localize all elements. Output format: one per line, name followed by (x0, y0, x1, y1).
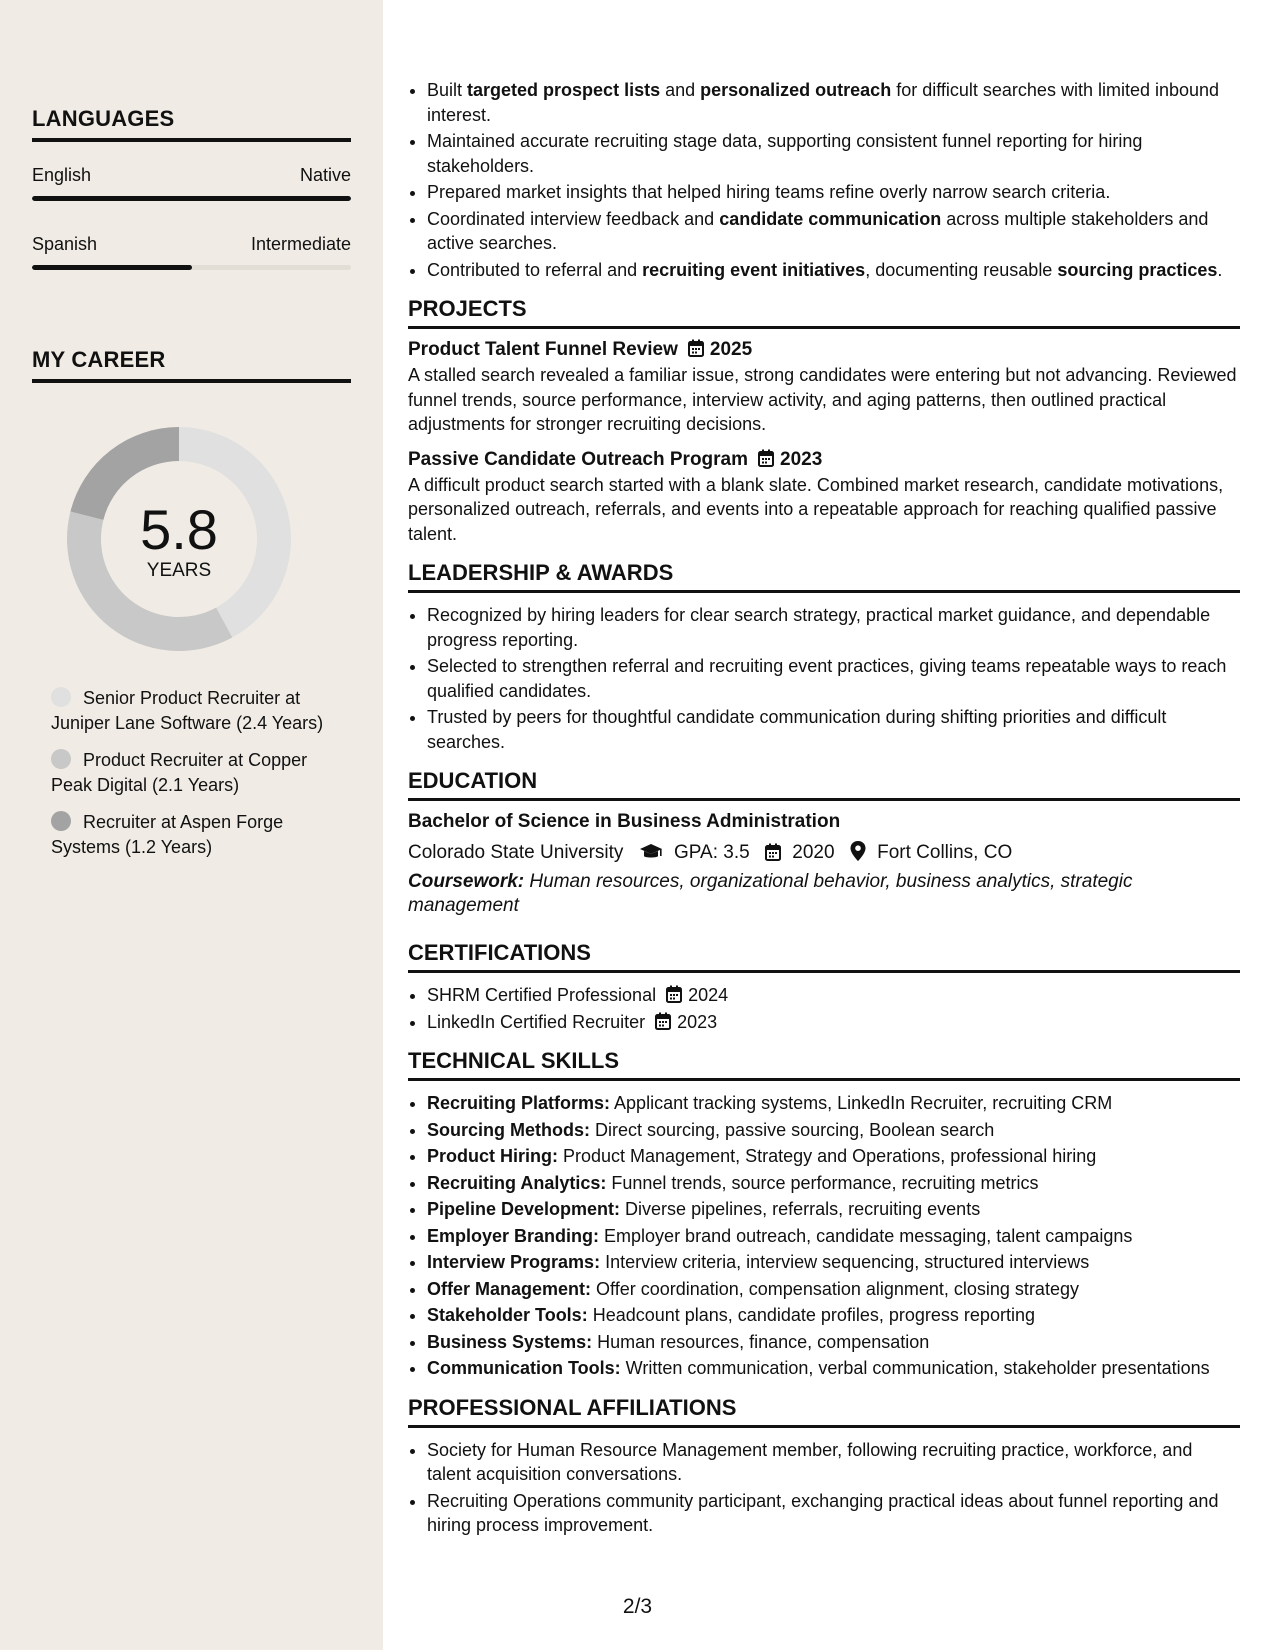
calendar-icon (765, 843, 781, 861)
education-degree: Bachelor of Science in Business Administration (408, 811, 841, 832)
education-year: 2020 (792, 842, 835, 863)
skill-value: Employer brand outreach, candidate messaging, talent campaigns (599, 1225, 1133, 1246)
projects-list (408, 339, 1240, 546)
career-legend-item (51, 810, 331, 860)
experience-bullet (427, 258, 1240, 283)
language-name: Spanish (32, 234, 98, 254)
project-year: 2023 (780, 448, 823, 470)
education-location: Fort Collins, CO (877, 842, 1013, 863)
career-legend-item (51, 748, 331, 798)
affiliations-list (408, 1438, 1240, 1538)
bold-text: sourcing practices (1057, 259, 1218, 280)
career-legend-text: Recruiter at Aspen Forge Systems (1.2 Years) (51, 812, 284, 857)
certification-name: SHRM Certified Professional (427, 985, 657, 1005)
skill-item (427, 1144, 1240, 1169)
certification-year: 2023 (677, 1011, 718, 1032)
skill-item (427, 1303, 1240, 1328)
skill-item (427, 1330, 1240, 1355)
languages-heading: LANGUAGES (32, 106, 351, 142)
project-year: 2025 (709, 339, 753, 360)
career-legend-text: Senior Product Recruiter at Juniper Lane Software (2.4 Years) (51, 688, 324, 733)
education-coursework (408, 870, 1240, 918)
experience-bullet (427, 207, 1240, 256)
education-heading: EDUCATION (408, 768, 1240, 801)
skill-label: Business Systems: (427, 1331, 593, 1352)
language-level: Intermediate (250, 234, 351, 254)
leadership-heading: LEADERSHIP & AWARDS (408, 560, 1240, 593)
skill-value: Product Management, Strategy and Operations, professional hiring (558, 1146, 1097, 1166)
education-school: Colorado State University (408, 842, 624, 863)
language-bar-english (32, 196, 351, 201)
career-total-years: 5.8 (140, 498, 218, 561)
project-title-row (408, 339, 1240, 361)
text: across multiple stakeholders and active searches. (427, 208, 1209, 253)
skill-label: Communication Tools: (427, 1358, 621, 1378)
text: , documenting reusable (865, 259, 1058, 280)
skills-heading: TECHNICAL SKILLS (408, 1048, 1240, 1081)
skill-item (427, 1171, 1240, 1196)
career-heading: MY CAREER (32, 347, 351, 383)
calendar-icon (758, 449, 774, 467)
skill-item (427, 1356, 1240, 1381)
leadership-list (408, 603, 1240, 754)
language-name: English (32, 165, 92, 185)
language-row-english (32, 165, 351, 186)
text: Maintained accurate recruiting stage data, supporting consistent funnel reporting for hiring stakeholders. (427, 131, 1143, 176)
bold-text: candidate communication (719, 208, 942, 229)
skill-item (427, 1250, 1240, 1275)
text: Built (427, 80, 468, 100)
skill-item (427, 1118, 1240, 1143)
leadership-item: • Selected to strengthen referral and recruiting event practices, giving teams repeatable ways to reach qualified candidates. (427, 654, 1240, 703)
coursework-label: Coursework: (408, 871, 525, 892)
skill-value: Funnel trends, source performance, recruiting metrics (606, 1172, 1039, 1193)
project-title: Product Talent Funnel Review (408, 339, 678, 360)
text: for difficult searches with limited inbound interest. (427, 80, 1220, 125)
skill-value: Direct sourcing, passive sourcing, Boolean search (590, 1119, 995, 1140)
affiliation-item: • Society for Human Resource Management member, following recruiting practice, workforce, and talent acquisition conversations. (427, 1438, 1240, 1487)
career-legend-text: Product Recruiter at Copper Peak Digital (2.1 Years) (51, 750, 308, 795)
certification-year: 2024 (688, 985, 729, 1005)
text: . (1217, 259, 1223, 280)
calendar-icon (666, 985, 682, 1003)
skill-label: Employer Branding: (427, 1225, 600, 1246)
language-row-spanish (32, 234, 351, 255)
leadership-item: • Trusted by peers for thoughtful candidate communication during shifting priorities and difficult searches. (427, 705, 1240, 754)
skill-label: Product Hiring: (427, 1146, 558, 1166)
legend-dot (51, 687, 71, 707)
leadership-item: • Recognized by hiring leaders for clear search strategy, practical market guidance, and dependable progress reporting. (427, 603, 1240, 652)
certification-item (427, 1010, 1240, 1035)
project-title: Passive Candidate Outreach Program (408, 448, 749, 470)
projects-heading: PROJECTS (408, 296, 1240, 329)
bold-text: targeted prospect lists (467, 80, 661, 100)
graduation-cap-icon (639, 843, 663, 861)
coursework-text: Human resources, organizational behavior, business analytics, strategic management (408, 871, 1133, 916)
career-legend (51, 686, 331, 872)
skill-item (427, 1197, 1240, 1222)
skill-label: Sourcing Methods: (427, 1119, 590, 1140)
career-years-unit: YEARS (146, 560, 212, 581)
skill-value: Applicant tracking systems, LinkedIn Recruiter, recruiting CRM (610, 1093, 1113, 1113)
skill-value: Human resources, finance, compensation (592, 1331, 930, 1352)
language-bar-fill (32, 265, 192, 270)
skill-value: Interview criteria, interview sequencing, structured interviews (600, 1252, 1090, 1272)
skills-list (408, 1091, 1240, 1381)
skill-item (427, 1224, 1240, 1249)
skill-item (427, 1277, 1240, 1302)
experience-bullet (427, 180, 1240, 205)
skill-value: Diverse pipelines, referrals, recruiting events (620, 1199, 981, 1219)
calendar-icon (655, 1012, 671, 1030)
page-number: 2/3 (622, 1595, 653, 1618)
bold-text: personalized outreach (700, 80, 892, 100)
certifications-list (408, 983, 1240, 1034)
affiliation-item: • Recruiting Operations community participant, exchanging practical ideas about funnel reporting and hiring process improvement. (427, 1489, 1240, 1538)
skill-label: Stakeholder Tools: (427, 1305, 588, 1325)
text: and (660, 80, 701, 100)
text: Coordinated interview feedback and (427, 208, 720, 229)
sidebar (0, 0, 383, 1650)
legend-dot (51, 749, 71, 769)
skill-label: Offer Management: (427, 1278, 592, 1299)
skill-value: Offer coordination, compensation alignment, closing strategy (591, 1278, 1079, 1299)
calendar-icon (688, 339, 704, 357)
education-gpa: GPA: 3.5 (674, 842, 750, 863)
certification-name: LinkedIn Certified Recruiter (427, 1011, 646, 1032)
language-level: Native (299, 165, 351, 185)
experience-bullets (408, 78, 1240, 282)
project-description: A stalled search revealed a familiar issue, strong candidates were entering but not advancing. Reviewed funnel trends, source performance, interview activity, and aging patterns, then outlined practical adjustments for stronger recruiting decisions. (408, 365, 1237, 434)
skill-label: Pipeline Development: (427, 1199, 621, 1219)
project-description: A difficult product search started with a blank slate. Combined market research, candidate motivations, personalized outreach, referrals, and events into a repeatable approach for reaching qualified passive talent. (408, 474, 1224, 544)
certifications-heading: CERTIFICATIONS (408, 940, 1240, 973)
map-pin-icon (850, 841, 866, 861)
career-legend-item (51, 686, 331, 736)
main-content (408, 78, 1240, 1540)
bold-text: recruiting event initiatives (642, 259, 866, 280)
education-details (408, 841, 1240, 864)
affiliations-heading: PROFESSIONAL AFFILIATIONS (408, 1395, 1240, 1428)
project-title-row (408, 449, 1240, 471)
skill-value: Headcount plans, candidate profiles, progress reporting (587, 1305, 1035, 1325)
language-bar-fill (32, 196, 351, 201)
skill-label: Recruiting Platforms: (427, 1093, 611, 1113)
legend-dot (51, 811, 71, 831)
text: Contributed to referral and (427, 259, 643, 280)
skill-item (427, 1091, 1240, 1116)
experience-bullet (427, 78, 1240, 127)
experience-bullet (427, 129, 1240, 178)
skill-value: Written communication, verbal communication, stakeholder presentations (620, 1358, 1210, 1378)
language-bar-spanish (32, 265, 351, 270)
skill-label: Recruiting Analytics: (427, 1172, 607, 1193)
text: Prepared market insights that helped hiring teams refine overly narrow search criteria. (427, 182, 1111, 202)
certification-item (427, 983, 1240, 1008)
skill-label: Interview Programs: (427, 1252, 601, 1272)
